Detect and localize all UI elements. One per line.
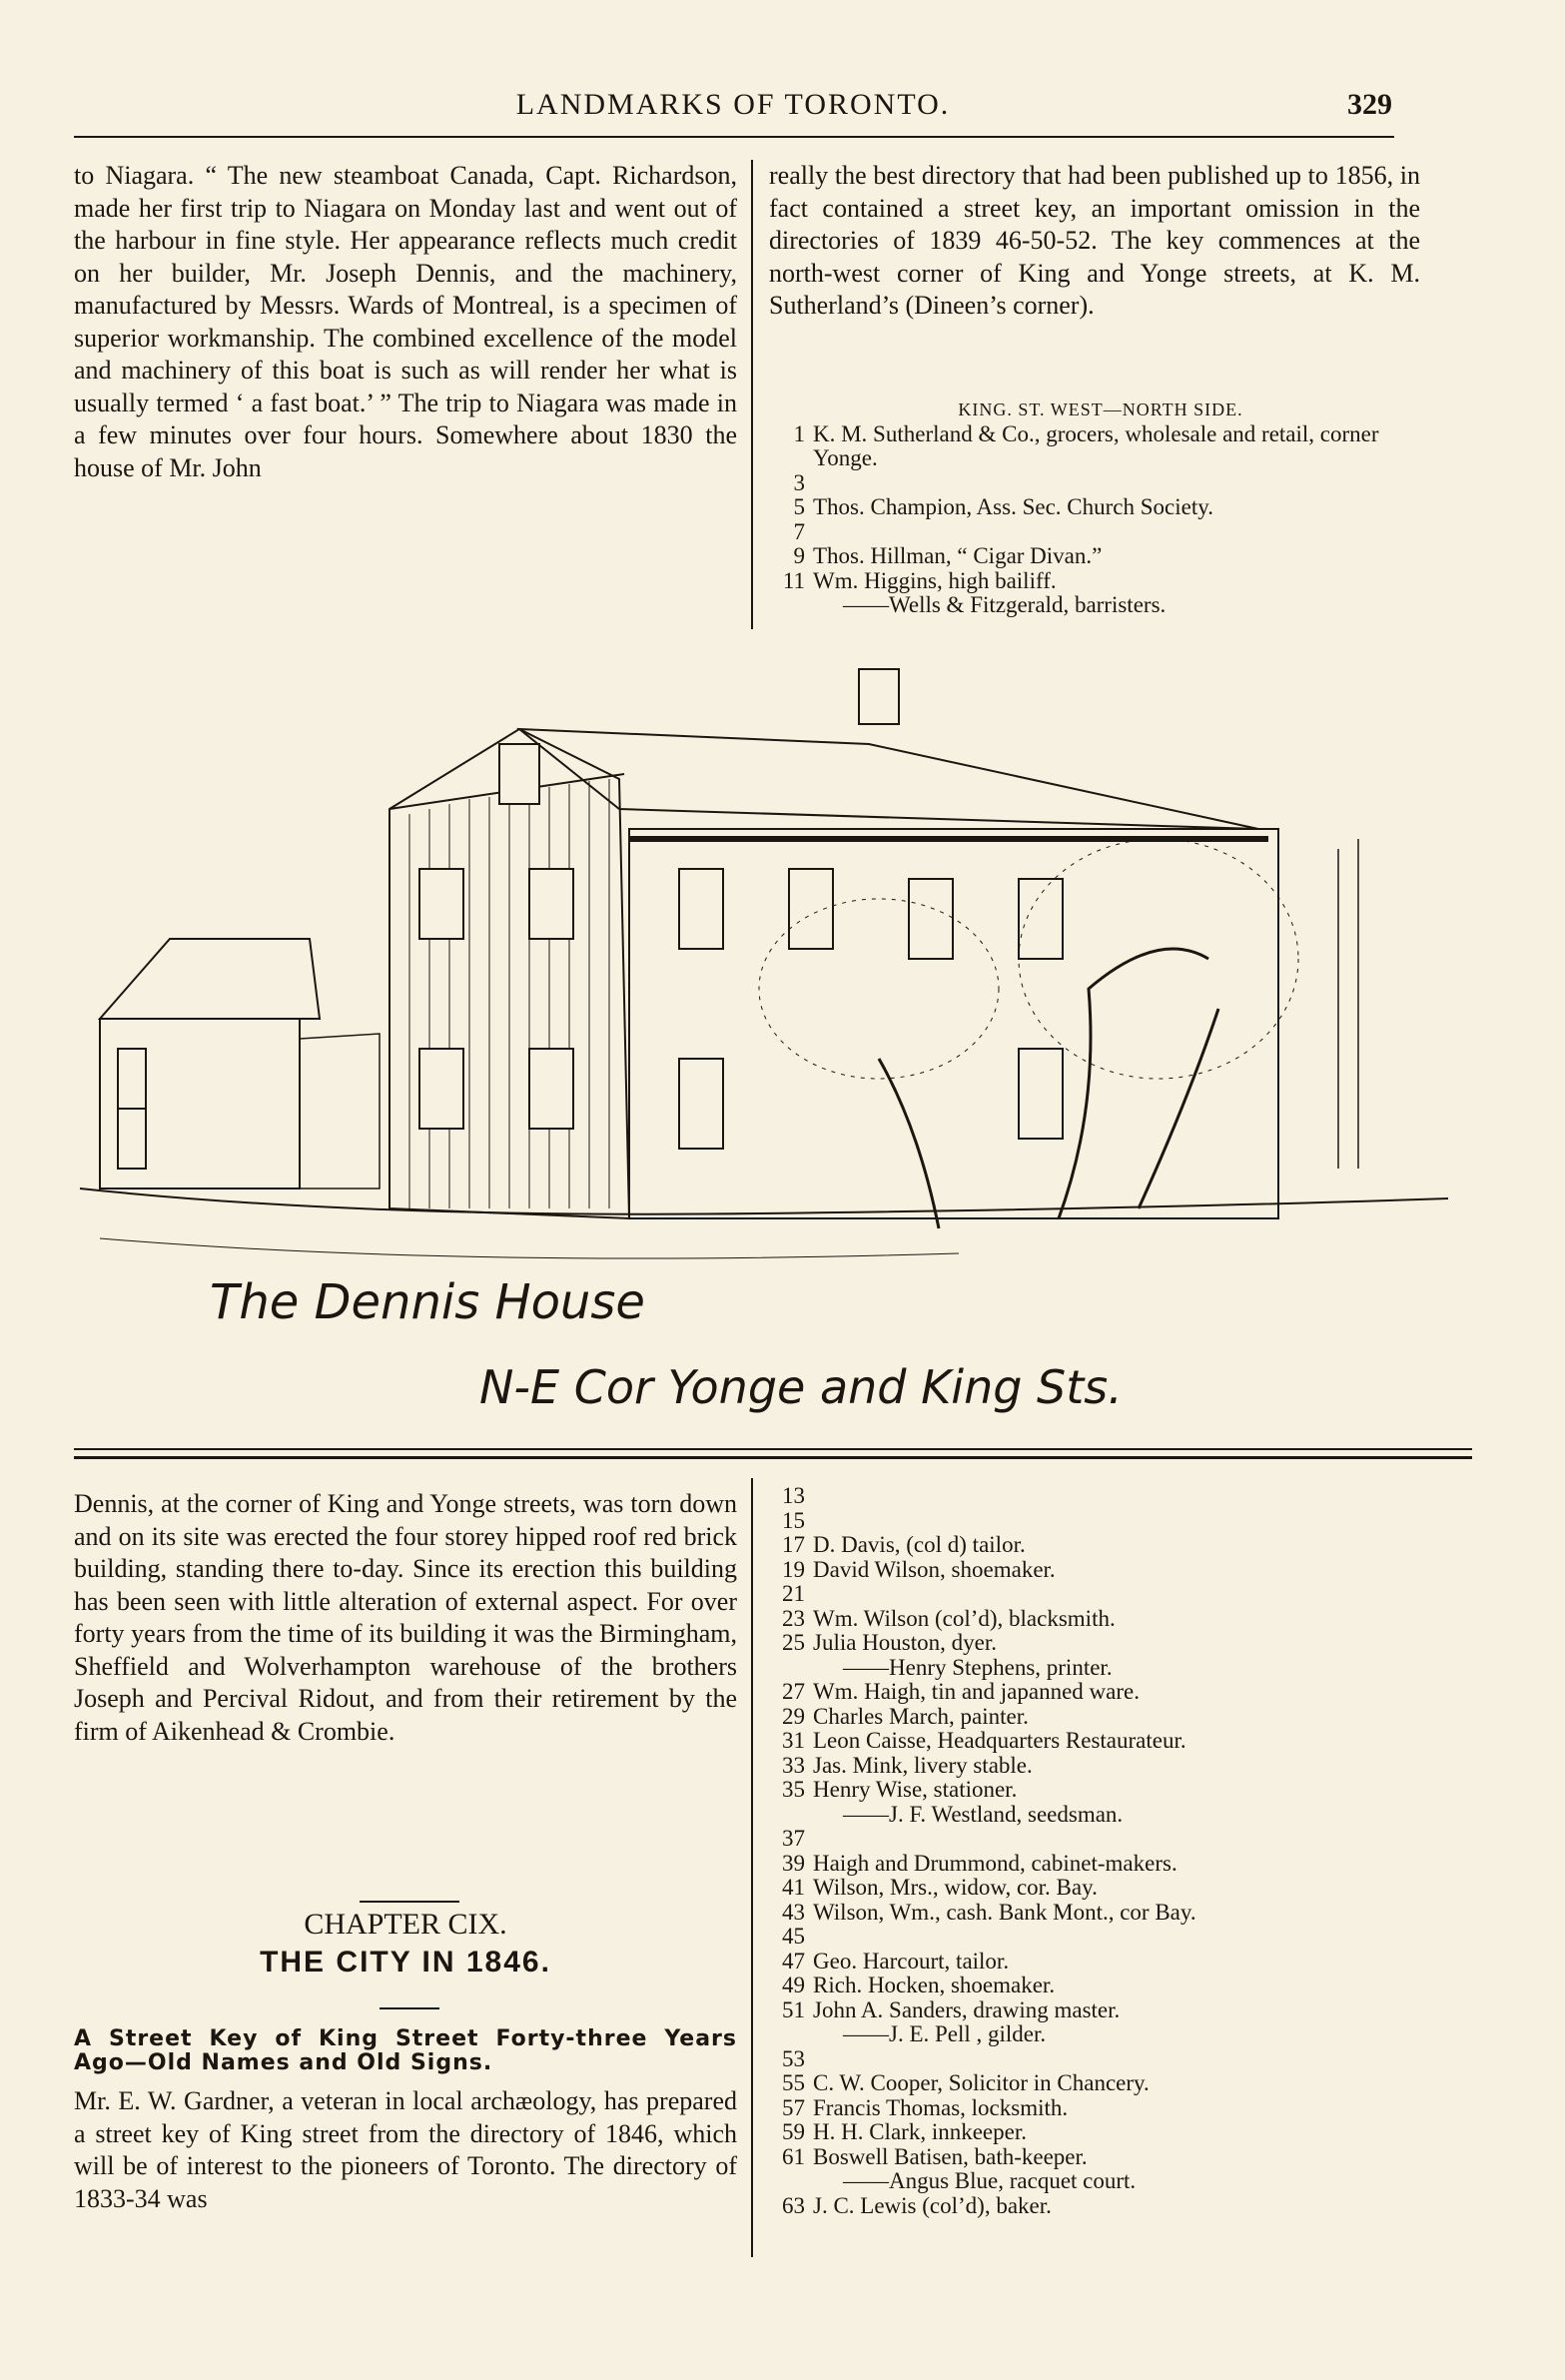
entry-text: C. W. Cooper, Solicitor in Chancery.	[813, 2070, 1150, 2095]
entry-text	[813, 1582, 1448, 1607]
running-header	[74, 88, 1392, 128]
chapter-number: CHAPTER CIX.	[304, 1908, 507, 1941]
list-item	[769, 422, 1428, 471]
column-divider-top	[751, 160, 753, 629]
entry-text: David Wilson, shoemaker.	[813, 1556, 1056, 1582]
entry-number: 55	[782, 2070, 805, 2095]
entry-number: 11	[782, 567, 805, 593]
page-number: 329	[1347, 88, 1392, 121]
entry-number	[769, 1803, 813, 1828]
list-item	[769, 1876, 1448, 1901]
entry-number: 63	[782, 2192, 805, 2218]
entry-number: 57	[782, 2094, 805, 2120]
illustration-caption-line1: The Dennis House	[210, 1274, 645, 1330]
list-item	[769, 2071, 1448, 2096]
bottom-left-paragraph-2: Mr. E. W. Gardner, a veteran in local archæology, has prepared a street key of King street from the directory of 1846, which will be of interest to the pioneers of Toronto. The directory of 1833-34 was	[74, 2086, 737, 2213]
entry-text: Wilson, Mrs., widow, cor. Bay.	[813, 1875, 1098, 1900]
entry-number: 39	[782, 1850, 805, 1876]
entry-number: 49	[782, 1973, 805, 1997]
entry-number: 51	[782, 1996, 805, 2022]
entry-number: 29	[782, 1703, 805, 1729]
list-item	[769, 1705, 1448, 1730]
top-right-column	[769, 160, 1420, 323]
header-rule	[74, 136, 1394, 138]
list-item	[769, 2169, 1448, 2194]
list-item	[769, 1582, 1448, 1607]
entry-number: 47	[782, 1948, 805, 1974]
entry-number: 43	[782, 1899, 805, 1925]
entry-text: Thos. Champion, Ass. Sec. Church Society.	[813, 494, 1213, 519]
entry-text	[813, 1827, 1448, 1852]
list-item	[769, 544, 1428, 569]
entry-text: Francis Thomas, locksmith.	[813, 2094, 1069, 2120]
list-item	[769, 1484, 1448, 1509]
entry-number: 5	[793, 494, 805, 519]
entry-number: 33	[782, 1752, 805, 1778]
dennis-house-illustration	[60, 629, 1498, 1428]
entry-number: 27	[782, 1679, 805, 1704]
entry-text: Leon Caisse, Headquarters Restaurateur.	[813, 1728, 1186, 1753]
entry-text: Jas. Mink, livery stable.	[813, 1752, 1033, 1778]
entry-text: Charles March, painter.	[813, 1703, 1029, 1729]
entry-number: 61	[782, 2143, 805, 2169]
entry-number: 1	[793, 420, 805, 446]
entry-text: Haigh and Drummond, cabinet-makers.	[813, 1850, 1177, 1876]
entry-text: John A. Sanders, drawing master.	[813, 1996, 1121, 2022]
entry-number	[769, 2169, 813, 2194]
list-item	[769, 1998, 1448, 2023]
list-item	[769, 2022, 1448, 2047]
list-item	[769, 569, 1428, 594]
entry-number: 45	[782, 1924, 805, 1949]
entry-number: 35	[782, 1777, 805, 1802]
entry-number	[769, 1656, 813, 1681]
entry-text: Boswell Batisen, bath-keeper.	[813, 2143, 1088, 2169]
entry-number: 7	[793, 518, 805, 544]
top-left-paragraph: to Niagara. “ The new steamboat Canada, Capt. Richardson, made her first trip to Niagara on Monday last and went out of the harbour in fine style. Her appearance reflects much credit on her builder, Mr. Joseph Dennis, and the machinery, manufactured by Messrs. Wards of Montreal, is a specimen of superior workmanship. The combined excellence of the model and machinery of this boat is such as will render her what is usually termed ‘ a fast boat.’ ” The trip to Niagara was made in a few minutes over four hours. Somewhere about 1830 the house of Mr. John	[74, 161, 737, 482]
list-item	[769, 1656, 1448, 1681]
entry-number: 41	[782, 1875, 805, 1900]
section-rule-lower	[74, 1456, 1472, 1459]
entry-number	[769, 397, 813, 422]
entry-text: J. C. Lewis (col’d), baker.	[813, 2192, 1052, 2218]
list-item	[769, 1558, 1448, 1583]
entry-text: Henry Wise, stationer.	[813, 1777, 1018, 1802]
list-item	[769, 471, 1428, 496]
list-item	[769, 1680, 1448, 1705]
entry-text: ——J. F. Westland, seedsman.	[843, 1801, 1124, 1827]
entry-text	[813, 471, 1428, 496]
entry-number: 21	[782, 1581, 805, 1606]
list-item	[769, 2194, 1448, 2219]
list-heading	[769, 397, 1428, 422]
entry-number: 53	[782, 2045, 805, 2071]
entry-number: 19	[782, 1556, 805, 1582]
column-divider-bottom	[751, 1478, 753, 2257]
chapter-bottom-rule	[380, 2007, 439, 2009]
entry-text	[813, 1509, 1448, 1534]
entry-number: 37	[782, 1826, 805, 1851]
entry-text	[813, 2047, 1448, 2072]
list-item	[769, 1827, 1448, 1852]
entry-text: ——Henry Stephens, printer.	[843, 1654, 1113, 1680]
entry-text: D. Davis, (col d) tailor.	[813, 1532, 1026, 1557]
list-item	[769, 1925, 1448, 1950]
list-item	[769, 2145, 1448, 2170]
entry-number	[769, 593, 813, 618]
entry-text: Wilson, Wm., cash. Bank Mont., cor Bay.	[813, 1899, 1196, 1925]
list-item	[769, 2047, 1448, 2072]
bottom-left-column-2	[74, 2085, 737, 2215]
entry-text: K. M. Sutherland & Co., grocers, wholesale and retail, corner Yonge.	[813, 420, 1379, 470]
list-item	[769, 1533, 1448, 1558]
entry-text: Julia Houston, dyer.	[813, 1630, 997, 1655]
entry-text: H. H. Clark, innkeeper.	[813, 2119, 1027, 2144]
top-right-paragraph: really the best directory that had been published up to 1856, in fact contained a street key, an important omission in the directories of 1839 46-50-52. The key commences at the north-west corner of King and Yonge streets, at K. M. Sutherland’s (Dineen’s corner).	[769, 161, 1420, 320]
section-heading: A Street Key of King Street Forty-three Years Ago—Old Names and Old Signs.	[74, 2026, 737, 2075]
entry-text	[813, 1484, 1448, 1509]
entry-text: ——J. E. Pell , gilder.	[843, 2021, 1047, 2046]
entry-text	[813, 1925, 1448, 1950]
entry-number: 9	[793, 543, 805, 568]
entry-text: KING. ST. WEST—NORTH SIDE.	[958, 399, 1243, 419]
list-item	[769, 1852, 1448, 1877]
section-rule-upper	[74, 1448, 1472, 1450]
entry-number: 25	[782, 1630, 805, 1655]
list-item	[769, 1901, 1448, 1926]
entry-number: 17	[782, 1532, 805, 1557]
illustration-caption-line2: N-E Cor Yonge and King Sts.	[479, 1360, 1123, 1414]
street-key-list-top	[769, 397, 1428, 618]
entry-text: ——Angus Blue, racquet court.	[843, 2168, 1137, 2193]
entry-text: Wm. Haigh, tin and japanned ware.	[813, 1679, 1140, 1704]
entry-number: 3	[793, 469, 805, 495]
running-title: LANDMARKS OF TORONTO.	[515, 88, 951, 121]
entry-text: Thos. Hillman, “ Cigar Divan.”	[813, 543, 1103, 568]
list-item	[769, 1631, 1448, 1656]
list-item	[769, 2120, 1448, 2145]
entry-text: Wm. Wilson (col’d), blacksmith.	[813, 1605, 1116, 1631]
list-item	[769, 1974, 1448, 1998]
list-item	[769, 1803, 1448, 1828]
entry-number: 15	[782, 1507, 805, 1533]
list-item	[769, 1950, 1448, 1975]
list-item	[769, 2096, 1448, 2121]
entry-number	[769, 2022, 813, 2047]
list-item	[769, 1729, 1448, 1754]
list-item	[769, 593, 1428, 618]
entry-text: Geo. Harcourt, tailor.	[813, 1948, 1010, 1974]
entry-text: Wm. Higgins, high bailiff.	[813, 567, 1057, 593]
bottom-left-paragraph: Dennis, at the corner of King and Yonge streets, was torn down and on its site was erected the four storey hipped roof red brick building, standing there to-day. Since its erection this building has been seen with little alteration of external aspect. For over forty years from the time of its building it was the Birmingham, Sheffield and Wolverhampton warehouse of the brothers Joseph and Percival Ridout, and from their retirement by the firm of Aikenhead & Crombie.	[74, 1489, 737, 1746]
entry-number: 31	[782, 1728, 805, 1753]
entry-text: ——Wells & Fitzgerald, barristers.	[843, 592, 1167, 617]
list-item	[769, 520, 1428, 545]
entry-number: 23	[782, 1605, 805, 1631]
entry-number: 13	[782, 1483, 805, 1508]
entry-number: 59	[782, 2119, 805, 2144]
list-item	[769, 1607, 1448, 1632]
chapter-top-rule	[360, 1901, 459, 1903]
top-left-column	[74, 160, 737, 484]
chapter-title: THE CITY IN 1846.	[260, 1946, 551, 1979]
street-key-list-bottom	[769, 1484, 1448, 2218]
list-item	[769, 1754, 1448, 1779]
list-item	[769, 1778, 1448, 1803]
entry-text: Rich. Hocken, shoemaker.	[813, 1973, 1056, 1997]
bottom-left-column	[74, 1488, 737, 1748]
list-item	[769, 495, 1428, 520]
entry-text	[813, 520, 1428, 545]
list-item	[769, 1509, 1448, 1534]
